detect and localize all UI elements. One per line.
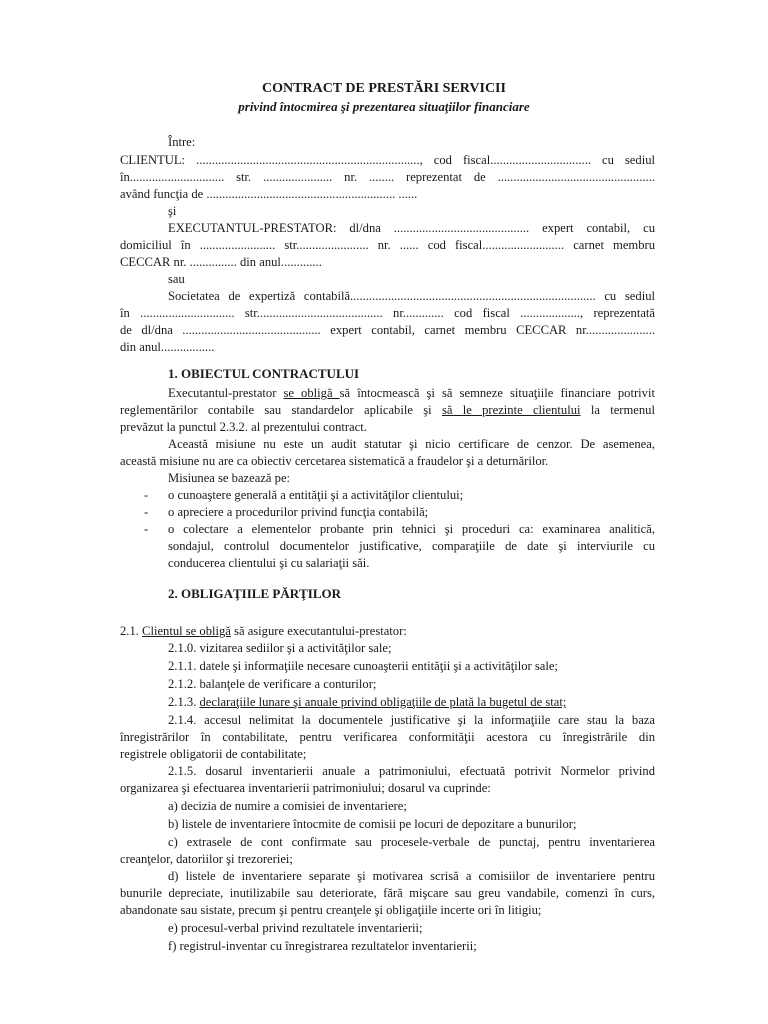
s1-bullet-2: o apreciere a procedurilor privind funcţia contabilă; (168, 505, 429, 519)
s1-p1-line-2: reglementărilor contabile sau standardelor aplicabile şi să le prezinte clientului la termenul (120, 403, 655, 417)
contract-subtitle: privind întocmirea şi prezentarea situaţiilor financiare (238, 99, 530, 114)
s2-item-2-1-4-line-2: înregistrărilor în contabilitate, pentru verificarea conformităţii acestora cu înregistrările din (120, 730, 655, 744)
s1-p2-line-2: această misiune nu are ca obiectiv cercetarea sistematică a fraudelor şi a deturnărilor. (120, 454, 549, 468)
client-line-2: în.............................. str. ...................... nr. ........ reprezentat de .................................................. (120, 170, 655, 184)
executant-line-1: EXECUTANTUL-PRESTATOR: dl/dna ........................................... expert contabil, cu (168, 221, 655, 235)
s1-bullet-1: o cunoaştere generală a entităţii şi a activităţilor clientului; (168, 488, 464, 502)
s1-p2-line-1: Această misiune nu este un audit statutar şi nicio certificare de cenzor. De asemenea, (168, 437, 655, 451)
s2-item-2-1-1: 2.1.1. datele şi informaţiile necesare cunoaşterii entităţii şi a activităţilor sale; (168, 659, 558, 673)
s1-bullet-3-line-3: conducerea clientului şi cu salariaţii săi. (168, 556, 370, 570)
s2-sub-f: f) registrul-inventar cu înregistrarea rezultatelor inventarierii; (168, 939, 477, 953)
client-line-1: CLIENTUL: ......................................................................., cod fiscal................................ cu sediul (120, 153, 655, 167)
s2-item-2-1-3: 2.1.3. declaraţiile lunare şi anuale privind obligaţiile de plată la bugetul de stat; (168, 695, 567, 709)
section-1-heading: 1. OBIECTUL CONTRACTULUI (168, 366, 360, 381)
conjunction-sau: sau (168, 272, 185, 286)
s2-sub-b: b) listele de inventariere întocmite de comisii pe locuri de depozitare a bunurilor; (168, 817, 577, 831)
s2-item-2-1-5-line-2: organizarea şi efectuarea inventarierii patrimoniului; dosarul va cuprinde: (120, 781, 491, 795)
s2-sub-d-line-3: abandonate sau sistate, precum şi pentru creanţele şi obligaţiile incerte ori în litigiu; (120, 903, 542, 917)
s2-sub-e: e) procesul-verbal privind rezultatele inventarierii; (168, 921, 423, 935)
s2-sub-c-line-1: c) extrasele de cont confirmate sau procesele-verbale de punctaj, pentru inventarierea (168, 835, 655, 849)
contract-title: CONTRACT DE PRESTĂRI SERVICII (262, 81, 506, 96)
company-line-2: în .............................. str........................................ nr............. cod fiscal ..................., reprezentată (120, 306, 655, 320)
s1-p3: Misiunea se bazează pe: (168, 471, 291, 485)
parties-intro: Între: (168, 135, 196, 149)
s2-item-2-1-2: 2.1.2. balanţele de verificare a conturilor; (168, 677, 377, 691)
s2-1-intro: 2.1. Clientul se obligă să asigure executantului-prestator: (120, 624, 407, 638)
s2-sub-c-line-2: creanţelor, datoriilor şi trezoreriei; (120, 852, 293, 866)
conjunction-si: şi (168, 204, 177, 218)
s2-item-2-1-4-line-3: registrele obligatorii de contabilitate; (120, 747, 307, 761)
s2-item-2-1-5-line-1: 2.1.5. dosarul inventarierii anuale a patrimoniului, efectuată potrivit Normelor privind (168, 764, 655, 778)
company-line-3: de dl/dna ............................................ expert contabil, carnet membru CECCAR nr...................... (120, 323, 655, 337)
client-line-3: având funcţia de ............................................................ ...... (120, 187, 418, 201)
bullet-dash: - (144, 522, 149, 536)
s2-sub-a: a) decizia de numire a comisiei de inventariere; (168, 799, 407, 813)
s2-sub-d-line-2: bunurile depreciate, inutilizabile sau deteriorate, fără mişcare sau greu vandabile, comenzi în curs, (120, 886, 655, 900)
s2-item-2-1-0: 2.1.0. vizitarea sediilor şi a activităţilor sale; (168, 641, 392, 655)
s2-sub-d-line-1: d) listele de inventariere separate şi motivarea scrisă a comisiilor de inventariere pentru (168, 869, 655, 883)
s1-bullet-3-line-2: sondajul, controlul documentelor justificative, comparaţiile de date şi interviurile cu (168, 539, 655, 553)
s1-p1-line-1: Executantul-prestator se obligă să întocmească şi să semneze situaţiile financiare potrivit (168, 386, 655, 400)
executant-line-3: CECCAR nr. ............... din anul............. (120, 255, 322, 269)
company-line-1: Societatea de expertiză contabilă.............................................................................. cu sediul (168, 289, 655, 303)
bullet-dash: - (144, 488, 149, 502)
s1-bullet-3-line-1: o colectare a elementelor probante prin tehnici şi proceduri ca: examinarea analitică, (168, 522, 655, 536)
s2-item-2-1-4-line-1: 2.1.4. accesul nelimitat la documentele justificative şi la informaţiile care stau la baza (168, 713, 655, 727)
s1-p1-line-3: prevăzut la punctul 2.3.2. al prezentului contract. (120, 420, 367, 434)
executant-line-2: domiciliul în ........................ str....................... nr. ...... cod fiscal.......................... carnet membru (120, 238, 655, 252)
company-line-4: din anul................. (120, 340, 215, 354)
section-2-heading: 2. OBLIGAŢIILE PĂRŢILOR (168, 586, 342, 601)
bullet-dash: - (144, 505, 149, 519)
